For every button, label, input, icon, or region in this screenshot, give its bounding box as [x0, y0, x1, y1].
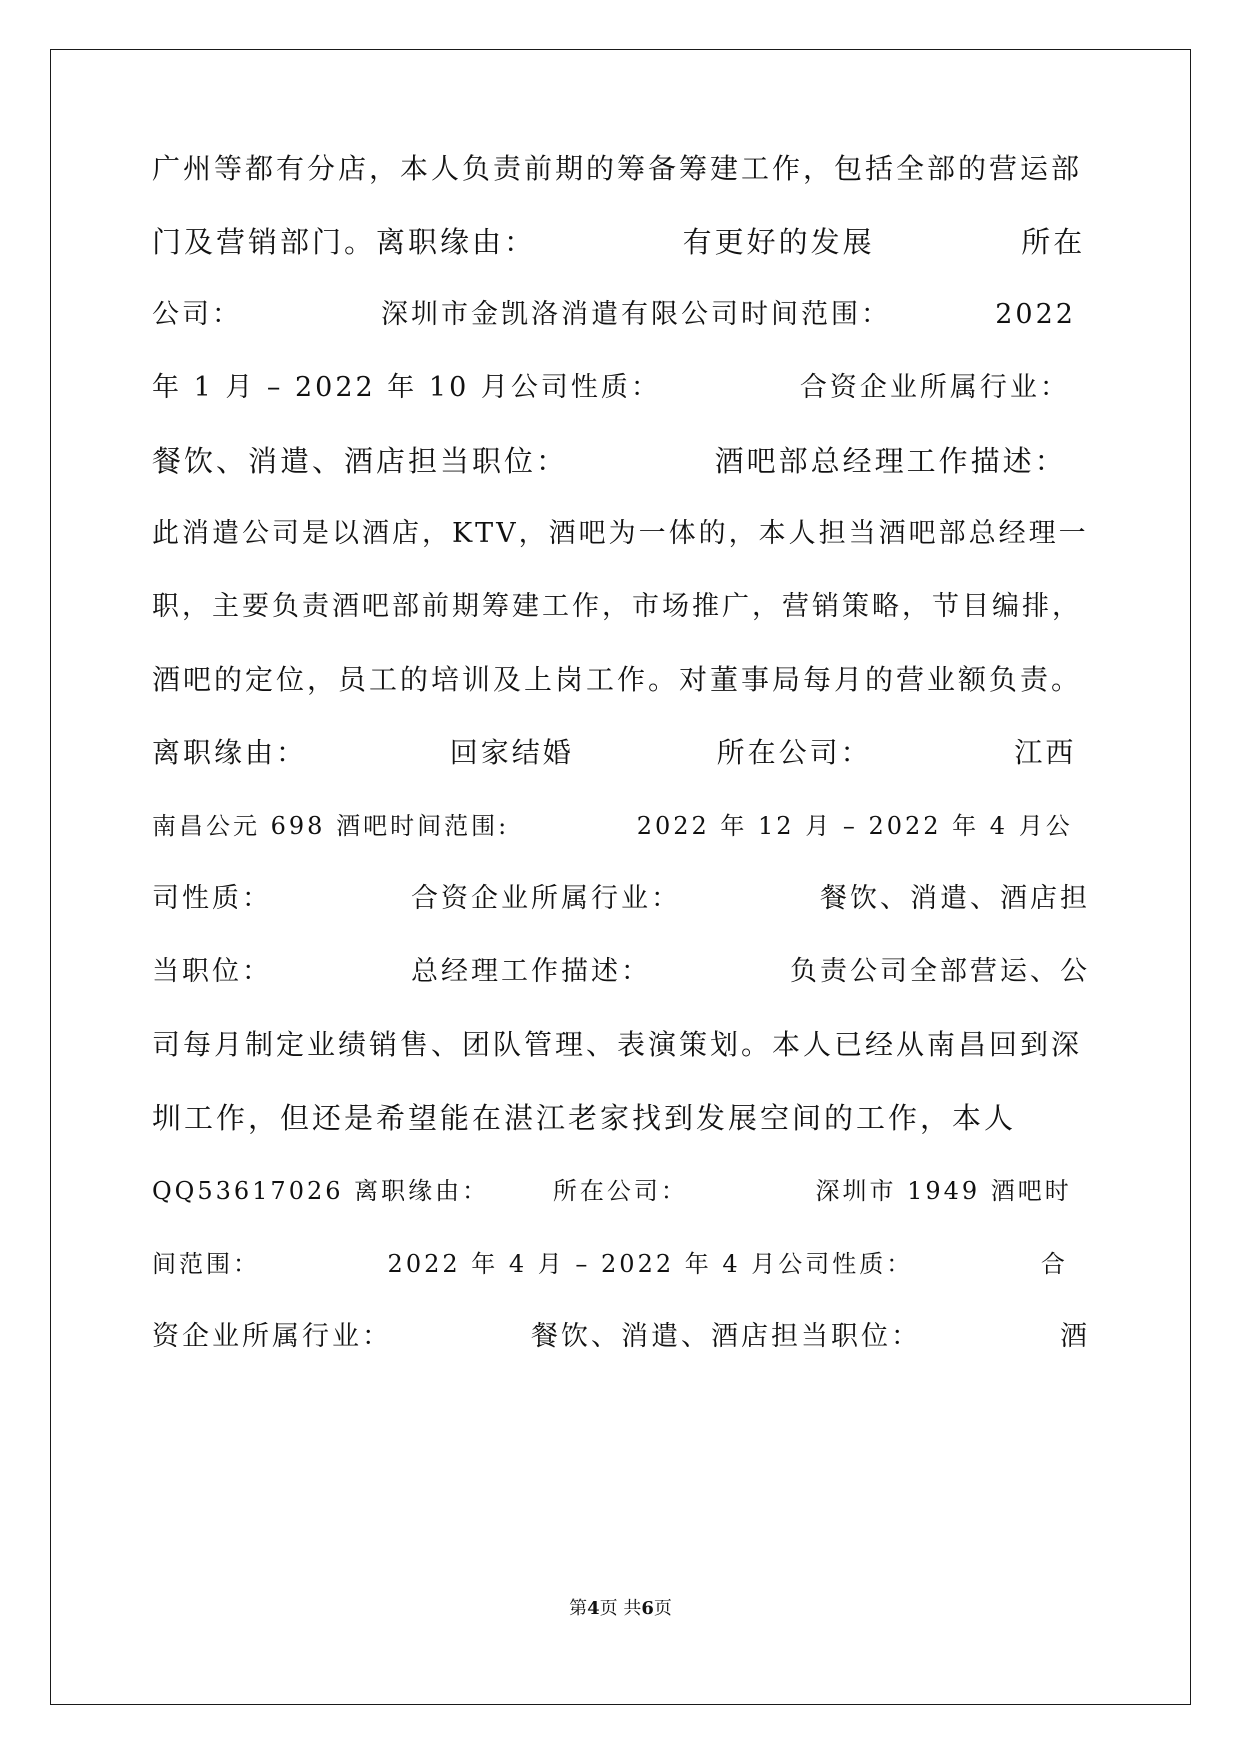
text-line: 酒吧的定位，员工的培训及上岗工作。对董事局每月的营业额负责。: [152, 663, 1083, 696]
text-line: 门及营销部门。离职缘由： 有更好的发展 所在: [152, 225, 1086, 259]
text-line: 职，主要负责酒吧部前期筹建工作，市场推广，营销策略，节目编排，: [152, 591, 1082, 622]
text-line: 当职位： 总经理工作描述： 负责公司全部营运、公: [152, 956, 1090, 987]
current-page-number: 4: [587, 1598, 600, 1619]
text-line: 资企业所属行业： 餐饮、消遣、酒店担当职位： 酒: [152, 1321, 1090, 1352]
text-line: 此消遣公司是以酒店，KTV，酒吧为一体的，本人担当酒吧部总经理一: [152, 518, 1089, 549]
page-footer: [0, 1594, 1241, 1620]
text-line: 间范围： 2022 年 4 月 – 2022 年 4 月公司性质： 合: [152, 1250, 1068, 1278]
text-line: 离职缘由： 回家结婚 所在公司： 江西: [152, 736, 1077, 769]
text-line: 年 1 月 – 2022 年 10 月公司性质： 合资企业所属行业：: [152, 372, 1070, 403]
text-line: QQ53617026 离职缘由： 所在公司： 深圳市 1949 酒吧时: [152, 1177, 1072, 1205]
text-line: 圳工作，但还是希望能在湛江老家找到发展空间的工作，本人: [152, 1101, 1017, 1135]
footer-prefix: 第: [569, 1598, 588, 1619]
total-page-number: 6: [641, 1598, 654, 1619]
text-line: 公司： 深圳市金凯洛消遣有限公司时间范围： 2022: [152, 299, 1076, 330]
text-line: 南昌公元 698 酒吧时间范围: 2022 年 12 月 – 2022 年 4 月公: [152, 812, 1073, 840]
text-line: 司每月制定业绩销售、团队管理、表演策划。本人已经从南昌回到深: [152, 1028, 1083, 1061]
text-line: 广州等都有分店，本人负责前期的筹备筹建工作，包括全部的营运部: [152, 152, 1083, 185]
text-line: 餐饮、消遣、酒店担当职位： 酒吧部总经理工作描述：: [152, 444, 1067, 478]
footer-suffix: 页: [653, 1598, 672, 1619]
footer-mid: 页 共: [599, 1598, 642, 1619]
text-line: 司性质： 合资企业所属行业： 餐饮、消遣、酒店担: [152, 883, 1090, 914]
